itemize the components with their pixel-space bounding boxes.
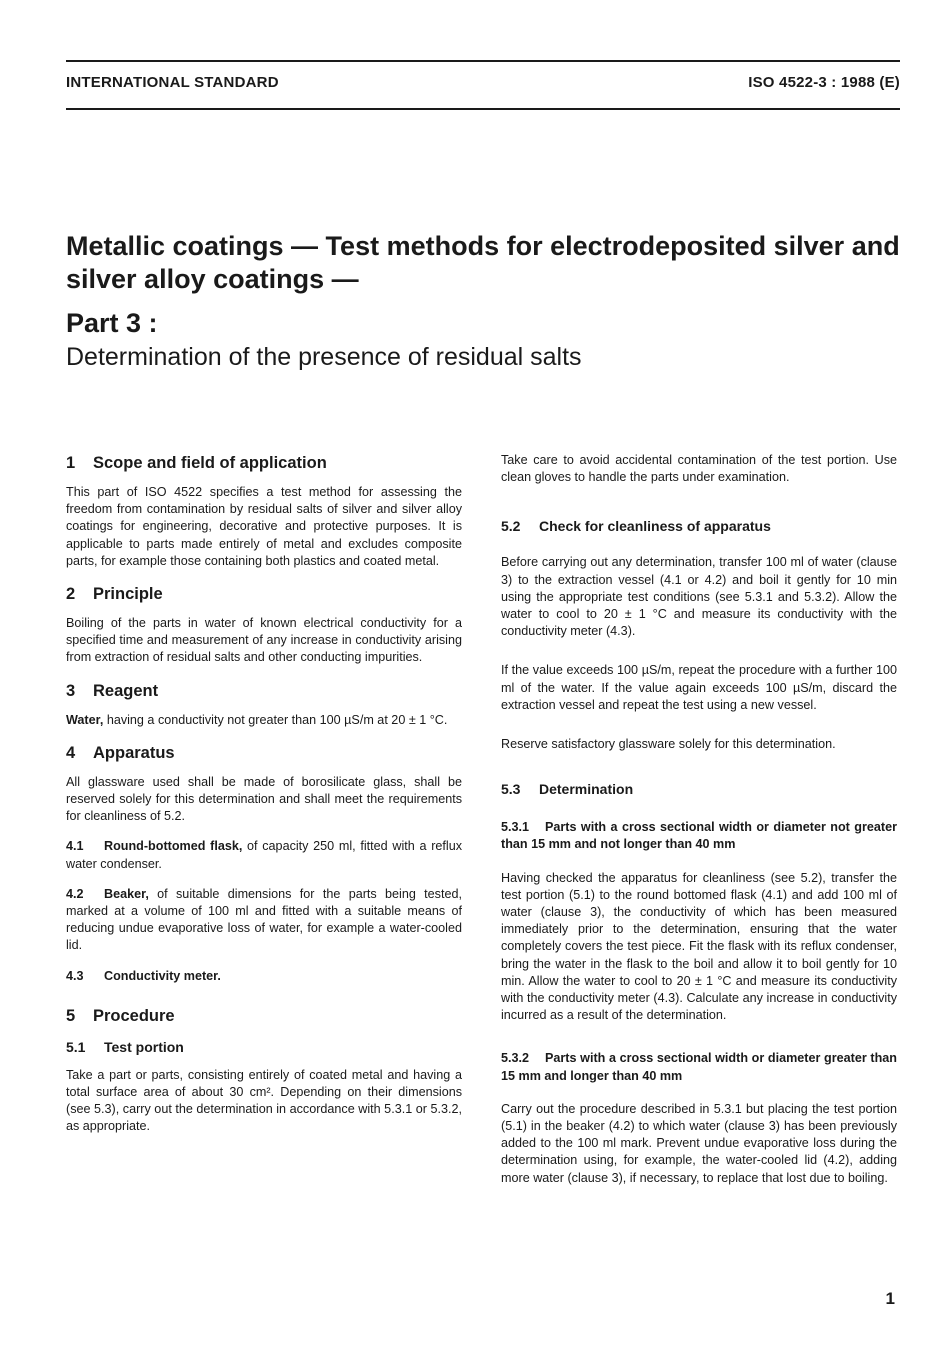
subsection-number: 5.3: [501, 781, 521, 798]
right-column: [501, 452, 897, 1200]
subsection-4-1: [66, 838, 462, 872]
section-1-heading: [66, 452, 462, 474]
section-5-heading: [66, 1005, 462, 1027]
apparatus-term: Round-bottomed flask,: [104, 839, 243, 854]
subsection-number: 5.3.1: [501, 820, 530, 835]
subsection-5-1-paragraph-2: Take care to avoid accidental contamination of the test portion. Use clean gloves to handle the parts under examination.: [501, 453, 897, 485]
subsection-5-2-heading: [501, 516, 897, 536]
section-1-paragraph: This part of ISO 4522 specifies a test method for assessing the freedom from contamination by residual salts of silver and silver alloy coatings for engineering, decorative and protective purposes. It is applicable to parts made entirely of metal and excludes composite parts, for example those containing both plastics and coated metal.: [66, 485, 462, 568]
section-3-heading: [66, 680, 462, 702]
subsection-5-3-1-heading: [501, 819, 897, 853]
subsection-5-2-paragraph-2: If the value exceeds 100 µS/m, repeat the procedure with a further 100 ml of the water. If the value again exceeds 100 µS/m, discard the extraction vessel and repeat the test using a new vessel.: [501, 663, 897, 712]
subsection-number: 5.2: [501, 518, 521, 535]
subsection-number: 4.2: [66, 886, 84, 901]
apparatus-term: Conductivity meter.: [104, 968, 221, 983]
subsection-4-2: [66, 886, 462, 955]
section-title: Scope and field of application: [93, 454, 327, 472]
subsection-5-2-paragraph-3: Reserve satisfactory glassware solely for this determination.: [501, 737, 836, 752]
subsection-number: 4.1: [66, 839, 84, 854]
subsection-5-3-2-heading: [501, 1050, 897, 1084]
section-4-paragraph: All glassware used shall be made of borosilicate glass, shall be reserved solely for this determination and shall meet the requirements for cleanliness of 5.2.: [66, 774, 462, 824]
section-4-heading: [66, 742, 462, 764]
page-number: 1: [885, 1289, 895, 1308]
section-2-heading: [66, 583, 462, 605]
part-label: Part 3 :: [66, 308, 158, 338]
apparatus-text: of suitable dimensions for the parts being tested, marked at a volume of 100 ml and fitted with a suitable means of reducing undue evaporative loss of water, for example a water-cooled lid.: [66, 886, 462, 953]
header-standard-label: INTERNATIONAL STANDARD: [66, 74, 279, 91]
document-title-block: [66, 230, 906, 373]
section-number: 3: [66, 681, 76, 700]
subsection-title: Check for cleanliness of apparatus: [539, 518, 771, 535]
subsection-title: Parts with a cross sectional width or diameter greater than 15 mm and longer than 40 mm: [501, 1051, 897, 1083]
section-title: Apparatus: [93, 743, 175, 762]
section-number: 5: [66, 1006, 76, 1025]
document-title: Metallic coatings — Test methods for electrodeposited silver and silver alloy coatings —: [66, 231, 900, 294]
apparatus-text: of capacity 250 ml, fitted with a reflux water condenser.: [66, 839, 463, 871]
header-rule-bottom: [66, 108, 900, 110]
header-rule-top: [66, 60, 900, 62]
section-number: 2: [66, 585, 76, 604]
subsection-number: 4.3: [66, 968, 84, 983]
subsection-5-1-heading: [66, 1037, 462, 1057]
section-title: Procedure: [93, 1006, 175, 1025]
section-2-paragraph: Boiling of the parts in water of known electrical conductivity for a specified time and measurement of any increase in conductivity arising from extraction of residual salts and other conducting impurities.: [66, 616, 462, 665]
reagent-text: having a conductivity not greater than 100 µS/m at 20 ± 1 °C.: [103, 712, 448, 727]
reagent-term: Water,: [66, 712, 104, 727]
subsection-title: Parts with a cross sectional width or diameter not greater than 15 mm and not longer than 40 mm: [501, 820, 897, 852]
subsection-number: 5.1: [66, 1038, 86, 1055]
subsection-5-2-paragraph-1: Before carrying out any determination, transfer 100 ml of water (clause 3) to the extraction vessel (4.1 or 4.2) and boil it gently for 10 min using the appropriate test conditions (see 5.3.1 and 5.3.2). Allow the water to cool to 20 ± 1 °C and measure its conductivity with the conductivity meter (4.3).: [501, 555, 897, 639]
subsection-5-3-1-paragraph: Having checked the apparatus for cleanliness (see 5.2), transfer the test portion (5.1) to the round bottomed flask (4.1) and add 100 ml of water (clause 3), the conductivity of which has been measured immediately prior to the determination, ensuring that the water completely covers the test piece. Fit the flask with its reflux condenser, bring the water in the flask to the boil and allow it to boil gently for 10 min. Allow the water to cool to 20 ± 1 °C and measure its conductivity with the conductivity meter (4.3). Calculate any increase in conductivity incurred as a result of the determination.: [501, 870, 897, 1023]
section-3-paragraph: [66, 712, 462, 729]
section-title: Reagent: [93, 681, 159, 700]
header-document-id: ISO 4522-3 : 1988 (E): [748, 74, 900, 91]
section-title: Principle: [93, 585, 163, 604]
section-number: 4: [66, 743, 76, 762]
subsection-5-3-heading: [501, 779, 897, 799]
subsection-4-3: [66, 968, 462, 985]
apparatus-term: Beaker,: [104, 886, 149, 901]
subsection-number: 5.3.2: [501, 1051, 530, 1066]
section-number: 1: [66, 454, 76, 472]
subsection-5-1-paragraph: Take a part or parts, consisting entirely of coated metal and having a total surface area of about 30 cm². Depending on their dimensions (see 5.3), carry out the determination in accordance with 5.3.1 or 5.3.2, as appropriate.: [66, 1067, 462, 1134]
document-subtitle: Determination of the presence of residual salts: [66, 343, 582, 371]
subsection-5-3-2-paragraph: Carry out the procedure described in 5.3.1 but placing the test portion (5.1) in the beaker (4.2) to which water (clause 3) has been previously added to the 100 ml mark. Prevent undue evaporative loss during the determination using, for example, the water-cooled lid (4.2), adding more water (clause 3), if necessary, to replace that lost due to boiling.: [501, 1101, 897, 1185]
left-column: [66, 452, 462, 1149]
subsection-title: Determination: [539, 781, 634, 798]
subsection-title: Test portion: [104, 1038, 184, 1055]
